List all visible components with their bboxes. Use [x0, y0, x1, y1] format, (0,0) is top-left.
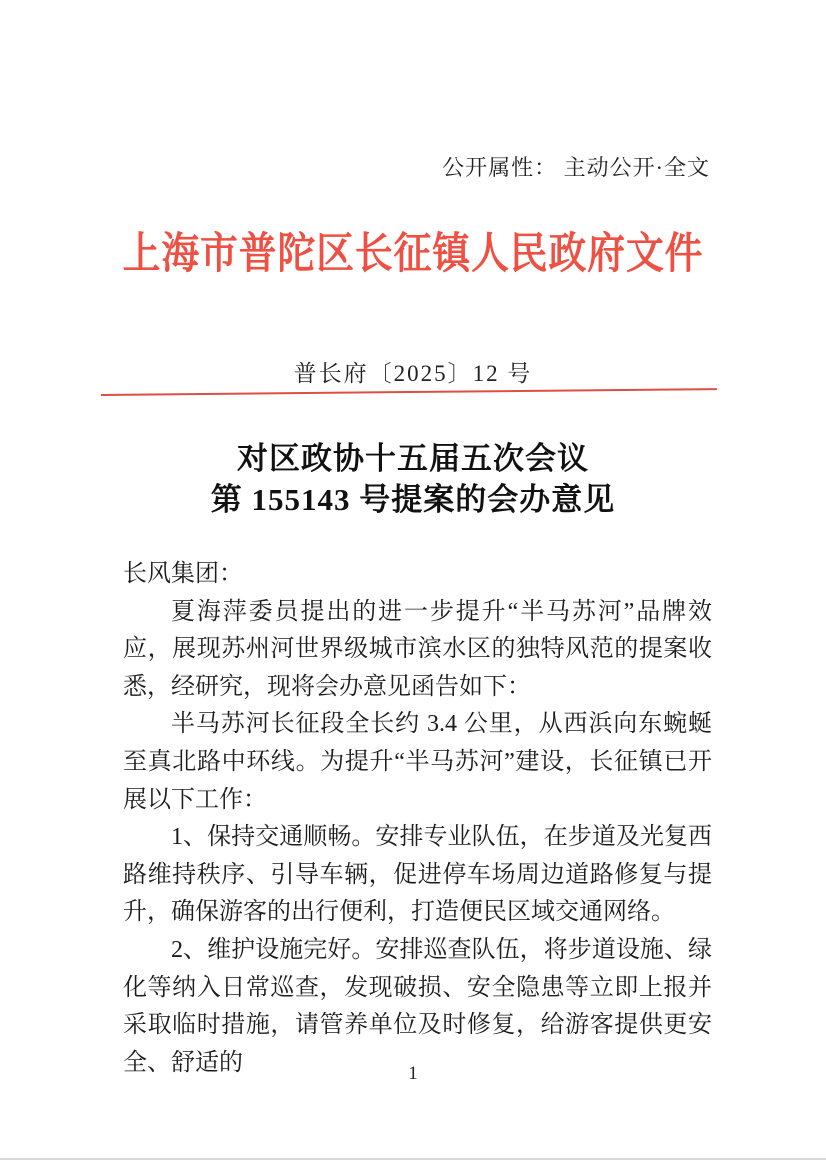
government-letterhead-title: 上海市普陀区长征镇人民政府文件 [122, 231, 704, 278]
body-paragraph: 2、维护设施完好。安排巡查队伍，将步道设施、绿化等纳入日常巡查，发现破损、安全隐患等立即上报并采取临时措施，请管养单位及时修复，给游客提供更安全、舒适的 [123, 936, 712, 1076]
salutation: 长风集团： [123, 561, 243, 587]
document-title-line1: 对区政协十五届五次会议 [237, 441, 589, 476]
body-paragraph: 半马苏河长征段全长约 3.4 公里，从西浜向东蜿蜒至真北路中环线。为提升“半马苏河”建设，长征镇已开展以下工作： [123, 711, 712, 813]
document-title [0, 438, 826, 520]
body-paragraph: 夏海萍委员提出的进一步提升“半马苏河”品牌效应，展现苏州河世界级城市滨水区的独特风范的提案收悉，经研究，现将会办意见函告如下： [123, 598, 712, 700]
document-title-line2: 第 155143 号提案的会办意见 [210, 482, 616, 517]
document-number: 普长府〔2025〕12 号 [293, 361, 533, 386]
disclosure-attribute-label: 公开属性： 主动公开·全文 [442, 155, 710, 180]
body-paragraph: 1、保持交通顺畅。安排专业队伍，在步道及光复西路维持秩序、引导车辆，促进停车场周边道路修复与提升，确保游客的出行便利，打造便民区域交通网络。 [123, 824, 712, 926]
red-separator-line [101, 388, 717, 396]
scan-edge-line [0, 1158, 826, 1160]
page-number: 1 [408, 1063, 418, 1084]
document-body [123, 556, 712, 1082]
